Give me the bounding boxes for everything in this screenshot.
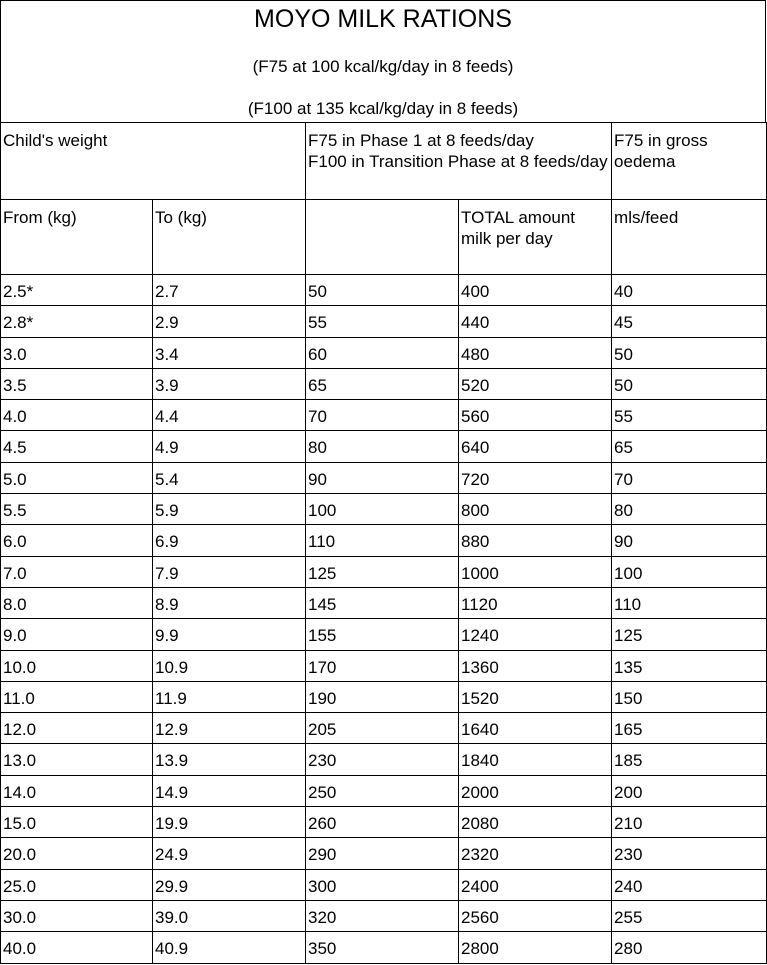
phase-header-line-1: F75 in Phase 1 at 8 feeds/day [308,131,534,150]
mls-feed-cell: 185 [612,744,767,775]
from-kg-cell: 2.5* [1,275,153,306]
from-kg-cell: 10.0 [1,650,153,681]
to-kg-cell: 29.9 [153,869,306,900]
to-kg-cell: 39.0 [153,900,306,931]
childs-weight-header: Child's weight [1,123,306,200]
to-kg-cell: 11.9 [153,681,306,712]
phase-header [306,123,612,200]
mls-feed-cell: 55 [612,400,767,431]
phase-value-cell: 300 [306,869,459,900]
total-milk-cell: 1360 [459,650,612,681]
phase-value-cell: 145 [306,587,459,618]
total-milk-cell: 560 [459,400,612,431]
table-row [1,306,767,337]
mls-per-feed-header: mls/feed [612,200,767,275]
blank-header [306,200,459,275]
from-kg-cell: 3.0 [1,337,153,368]
to-kg-cell: 19.9 [153,807,306,838]
from-kg-cell: 5.5 [1,494,153,525]
to-kg-cell: 7.9 [153,556,306,587]
total-milk-cell: 1000 [459,556,612,587]
table-row [1,525,767,556]
header-row-2 [1,200,767,275]
from-kg-cell: 30.0 [1,900,153,931]
from-kg-header: From (kg) [1,200,153,275]
mls-feed-cell: 165 [612,713,767,744]
total-milk-cell: 1120 [459,587,612,618]
from-kg-cell: 9.0 [1,619,153,650]
mls-feed-cell: 255 [612,900,767,931]
table-row [1,462,767,493]
total-milk-cell: 1840 [459,744,612,775]
phase-value-cell: 70 [306,400,459,431]
to-kg-cell: 5.9 [153,494,306,525]
mls-feed-cell: 135 [612,650,767,681]
from-kg-cell: 8.0 [1,587,153,618]
phase-value-cell: 60 [306,337,459,368]
total-milk-header: TOTAL amount milk per day [459,200,612,275]
phase-value-cell: 190 [306,681,459,712]
phase-value-cell: 100 [306,494,459,525]
phase-value-cell: 90 [306,462,459,493]
total-milk-cell: 880 [459,525,612,556]
table-row [1,494,767,525]
phase-value-cell: 290 [306,838,459,869]
phase-value-cell: 320 [306,900,459,931]
to-kg-cell: 3.4 [153,337,306,368]
total-milk-cell: 1240 [459,619,612,650]
table-row [1,900,767,931]
milk-rations-table [0,122,767,964]
table-row [1,587,767,618]
to-kg-cell: 2.7 [153,275,306,306]
mls-feed-cell: 210 [612,807,767,838]
phase-value-cell: 350 [306,932,459,963]
from-kg-cell: 11.0 [1,681,153,712]
table-row [1,713,767,744]
from-kg-cell: 14.0 [1,775,153,806]
table-row [1,431,767,462]
from-kg-cell: 5.0 [1,462,153,493]
total-milk-cell: 640 [459,431,612,462]
total-milk-cell: 2800 [459,932,612,963]
total-milk-cell: 800 [459,494,612,525]
phase-value-cell: 50 [306,275,459,306]
total-milk-cell: 520 [459,368,612,399]
to-kg-cell: 8.9 [153,587,306,618]
mls-feed-cell: 280 [612,932,767,963]
mls-feed-cell: 200 [612,775,767,806]
total-milk-cell: 2320 [459,838,612,869]
to-kg-cell: 6.9 [153,525,306,556]
page-title: MOYO MILK RATIONS [254,5,512,33]
from-kg-cell: 20.0 [1,838,153,869]
mls-feed-cell: 240 [612,869,767,900]
to-kg-cell: 2.9 [153,306,306,337]
phase-value-cell: 80 [306,431,459,462]
mls-feed-cell: 150 [612,681,767,712]
phase-value-cell: 170 [306,650,459,681]
to-kg-cell: 14.9 [153,775,306,806]
mls-feed-cell: 90 [612,525,767,556]
from-kg-cell: 40.0 [1,932,153,963]
phase-value-cell: 155 [306,619,459,650]
subtitle-f75: (F75 at 100 kcal/kg/day in 8 feeds) [252,57,514,76]
phase-value-cell: 125 [306,556,459,587]
table-row [1,744,767,775]
mls-feed-cell: 110 [612,587,767,618]
total-milk-cell: 1520 [459,681,612,712]
subtitle-f100: (F100 at 135 kcal/kg/day in 8 feeds) [247,99,519,118]
to-kg-header: To (kg) [153,200,306,275]
from-kg-cell: 4.5 [1,431,153,462]
phase-value-cell: 55 [306,306,459,337]
phase-value-cell: 250 [306,775,459,806]
table-row [1,775,767,806]
table-row [1,275,767,306]
to-kg-cell: 3.9 [153,368,306,399]
total-milk-cell: 2400 [459,869,612,900]
from-kg-cell: 2.8* [1,306,153,337]
mls-feed-cell: 45 [612,306,767,337]
total-milk-cell: 720 [459,462,612,493]
table-row [1,619,767,650]
from-kg-cell: 7.0 [1,556,153,587]
table-row [1,650,767,681]
table-row [1,681,767,712]
mls-feed-cell: 230 [612,838,767,869]
from-kg-cell: 6.0 [1,525,153,556]
from-kg-cell: 15.0 [1,807,153,838]
table-row [1,807,767,838]
phase-value-cell: 260 [306,807,459,838]
total-milk-cell: 480 [459,337,612,368]
table-row [1,932,767,963]
to-kg-cell: 10.9 [153,650,306,681]
mls-feed-cell: 80 [612,494,767,525]
table-row [1,869,767,900]
from-kg-cell: 25.0 [1,869,153,900]
from-kg-cell: 4.0 [1,400,153,431]
table-row [1,556,767,587]
total-milk-cell: 2560 [459,900,612,931]
from-kg-cell: 13.0 [1,744,153,775]
table-row [1,838,767,869]
header-row-1 [1,123,767,200]
mls-feed-cell: 50 [612,368,767,399]
total-milk-cell: 1640 [459,713,612,744]
from-kg-cell: 3.5 [1,368,153,399]
mls-feed-cell: 125 [612,619,767,650]
total-milk-cell: 2000 [459,775,612,806]
from-kg-cell: 12.0 [1,713,153,744]
phase-header-line-2: F100 in Transition Phase at 8 feeds/day [308,152,608,171]
table-row [1,368,767,399]
to-kg-cell: 12.9 [153,713,306,744]
mls-feed-cell: 65 [612,431,767,462]
oedema-header: F75 in gross oedema [612,123,767,200]
title-block [0,0,766,122]
mls-feed-cell: 40 [612,275,767,306]
table-row [1,337,767,368]
total-milk-cell: 2080 [459,807,612,838]
mls-feed-cell: 70 [612,462,767,493]
total-milk-cell: 440 [459,306,612,337]
to-kg-cell: 24.9 [153,838,306,869]
to-kg-cell: 40.9 [153,932,306,963]
to-kg-cell: 9.9 [153,619,306,650]
phase-value-cell: 65 [306,368,459,399]
to-kg-cell: 5.4 [153,462,306,493]
total-milk-cell: 400 [459,275,612,306]
phase-value-cell: 110 [306,525,459,556]
mls-feed-cell: 50 [612,337,767,368]
mls-feed-cell: 100 [612,556,767,587]
phase-value-cell: 205 [306,713,459,744]
phase-value-cell: 230 [306,744,459,775]
to-kg-cell: 4.4 [153,400,306,431]
to-kg-cell: 4.9 [153,431,306,462]
to-kg-cell: 13.9 [153,744,306,775]
table-row [1,400,767,431]
